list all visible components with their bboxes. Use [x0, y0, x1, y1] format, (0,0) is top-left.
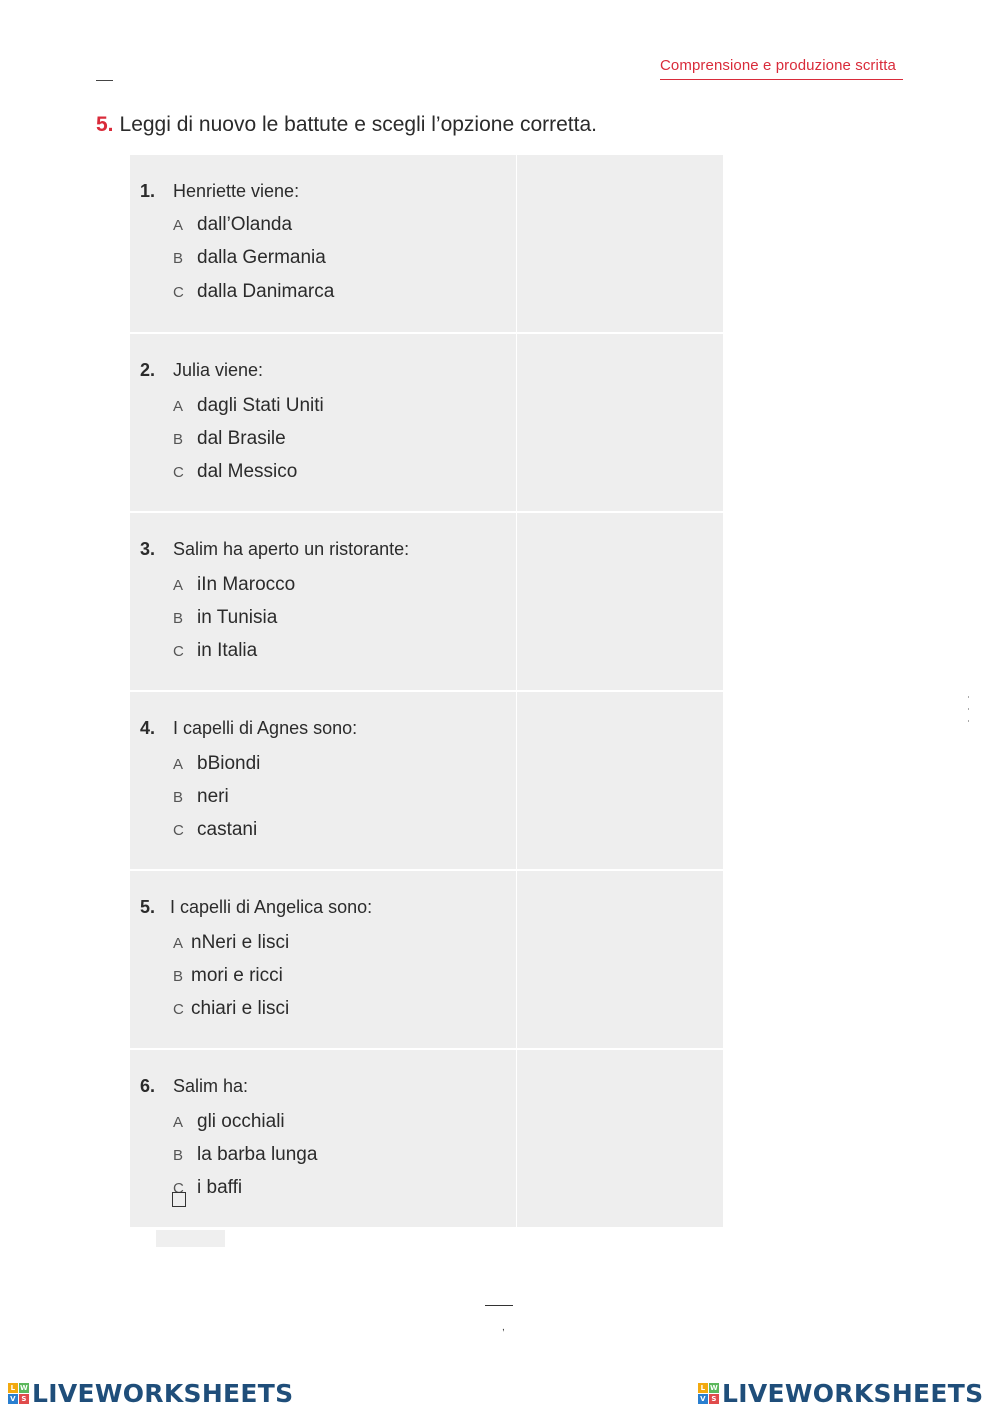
question-5 — [140, 897, 372, 918]
section-header: Comprensione e produzione scritta — [660, 57, 903, 80]
question-number: 1. — [140, 181, 156, 201]
question-row-3 — [130, 511, 723, 689]
question-number: 2. — [140, 360, 156, 380]
option-2a[interactable]: A dagli Stati Uniti — [173, 395, 324, 416]
option-6b[interactable]: B la barba lunga — [173, 1144, 318, 1165]
footer-brand-text: LIVEWORKSHEETS — [32, 1378, 294, 1408]
option-6a[interactable]: A gli occhiali — [173, 1111, 285, 1132]
question-text: Henriette viene: — [173, 181, 300, 201]
question-1 — [140, 181, 299, 202]
option-1b[interactable]: B dalla Germania — [173, 247, 326, 268]
footer-logo-right[interactable] — [698, 1378, 983, 1408]
liveworksheets-logo-icon: L W V S — [8, 1383, 29, 1404]
answer-input-box[interactable] — [156, 1230, 225, 1247]
liveworksheets-logo-icon: L W V S — [698, 1383, 719, 1404]
option-5a[interactable]: A nNeri e lisci — [173, 932, 290, 953]
option-2c[interactable]: C dal Messico — [173, 461, 298, 482]
option-5c[interactable]: C chiari e lisci — [173, 998, 290, 1019]
question-4 — [140, 718, 357, 739]
answer-checkbox[interactable] — [172, 1192, 186, 1207]
header-tick-divider — [96, 80, 113, 81]
option-2b[interactable]: B dal Brasile — [173, 428, 286, 449]
question-grid — [130, 155, 723, 1227]
question-text: I capelli di Angelica sono: — [170, 897, 373, 917]
page-bottom-line — [485, 1305, 513, 1306]
option-4a[interactable]: A bBiondi — [173, 753, 261, 774]
question-number: 3. — [140, 539, 156, 559]
option-1a[interactable]: A dall’Olanda — [173, 214, 293, 235]
question-text: I capelli di Agnes sono: — [173, 718, 358, 738]
option-3c[interactable]: C in Italia — [173, 640, 258, 661]
footer-brand-text: LIVEWORKSHEETS — [722, 1378, 984, 1408]
option-4c[interactable]: C castani — [173, 819, 258, 840]
page-bottom-mark: , — [502, 1322, 505, 1333]
question-row-6 — [130, 1048, 723, 1229]
question-text: Salim ha aperto un ristorante: — [173, 539, 410, 559]
question-number: 4. — [140, 718, 156, 738]
footer-logo-left[interactable] — [8, 1378, 293, 1408]
question-6 — [140, 1076, 248, 1097]
question-row-1 — [130, 155, 723, 331]
question-text: Julia viene: — [173, 360, 264, 380]
option-6c[interactable]: C i baffi — [173, 1177, 243, 1198]
question-2 — [140, 360, 263, 381]
option-3b[interactable]: B in Tunisia — [173, 607, 278, 628]
question-row-4 — [130, 690, 723, 868]
question-text: Salim ha: — [173, 1076, 249, 1096]
exercise-number: 5. — [96, 113, 114, 136]
question-row-5 — [130, 869, 723, 1047]
question-number: 6. — [140, 1076, 156, 1096]
question-number: 5. — [140, 897, 156, 917]
exercise-instruction: Leggi di nuovo le battute e scegli l’opzione corretta. — [119, 113, 597, 136]
margin-marks — [968, 696, 970, 746]
option-4b[interactable]: B neri — [173, 786, 229, 807]
option-5b[interactable]: B mori e ricci — [173, 965, 283, 986]
question-3 — [140, 539, 409, 560]
option-3a[interactable]: A iIn Marocco — [173, 574, 296, 595]
exercise-title — [96, 113, 597, 137]
option-1c[interactable]: C dalla Danimarca — [173, 281, 335, 302]
question-row-2 — [130, 332, 723, 510]
